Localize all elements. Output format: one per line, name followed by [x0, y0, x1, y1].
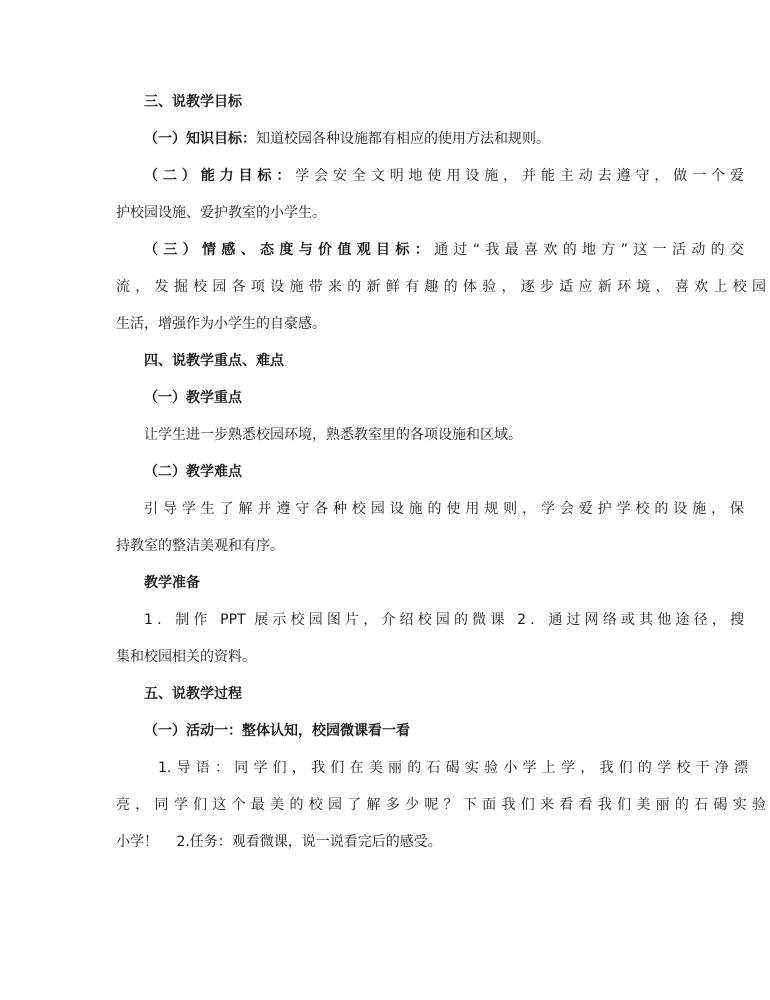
difficult-point-line-1: 引导学生了解并遵守各种校园设施的使用规则，学会爱护学校的设施，保 — [144, 501, 744, 517]
goal-knowledge-label: （一）知识目标： — [144, 131, 256, 147]
goal-knowledge-text: 知道校园各种设施都有相应的使用方法和规则。 — [256, 131, 550, 147]
preparation-title: 教学准备 — [144, 575, 200, 591]
goal-ability-text-1: 学会安全文明地使用设施，并能主动去遵守，做一个爱 — [295, 168, 745, 184]
goal-ability-line-2: 护校园设施、爱护教室的小学生。 — [116, 205, 326, 221]
goal-emotion-line-3: 生活，增强作为小学生的自豪感。 — [116, 316, 326, 332]
goal-knowledge-paragraph — [144, 129, 744, 149]
goal-emotion-line-2: 流，发掘校园各项设施带来的新鲜有趣的体验，逐步适应新环境，喜欢上校园 — [116, 279, 766, 295]
activity-1-title: （一）活动一：整体认知，校园微课看一看 — [144, 723, 410, 739]
goal-emotion-label: （三）情感、态度与价值观目标： — [144, 242, 435, 258]
section-heading-teaching-goals: 三、说教学目标 — [144, 94, 242, 110]
preparation-line-1: 1．制作 PPT 展示校园图片，介绍校园的微课 2．通过网络或其他途径，搜 — [144, 612, 744, 628]
goal-ability-line-1 — [144, 166, 744, 186]
goal-ability-label: （二）能力目标： — [144, 168, 296, 184]
activity-1-line-2: 亮，同学们这个最美的校园了解多少呢？下面我们来看看我们美丽的石碣实验 — [116, 797, 766, 813]
section-heading-key-difficult: 四、说教学重点、难点 — [144, 353, 284, 369]
preparation-line-2: 集和校园相关的资料。 — [116, 649, 256, 665]
difficult-point-line-2: 持教室的整洁美观和有序。 — [116, 538, 284, 554]
activity-1-line-1: 1.导语：同学们，我们在美丽的石碣实验小学上学，我们的学校干净漂 — [158, 760, 748, 776]
section-heading-teaching-process: 五、说教学过程 — [144, 686, 242, 702]
goal-emotion-line-1 — [144, 240, 744, 260]
goal-emotion-text-1: 通过“我最喜欢的地方”这一活动的交 — [434, 242, 744, 258]
key-point-text: 让学生进一步熟悉校园环境，熟悉教室里的各项设施和区域。 — [144, 427, 522, 443]
difficult-point-title: （二）教学难点 — [144, 464, 242, 480]
activity-1-line-3: 小学！ 2.任务：观看微课，说一说看完后的感受。 — [116, 834, 442, 850]
key-point-title: （一）教学重点 — [144, 390, 242, 406]
